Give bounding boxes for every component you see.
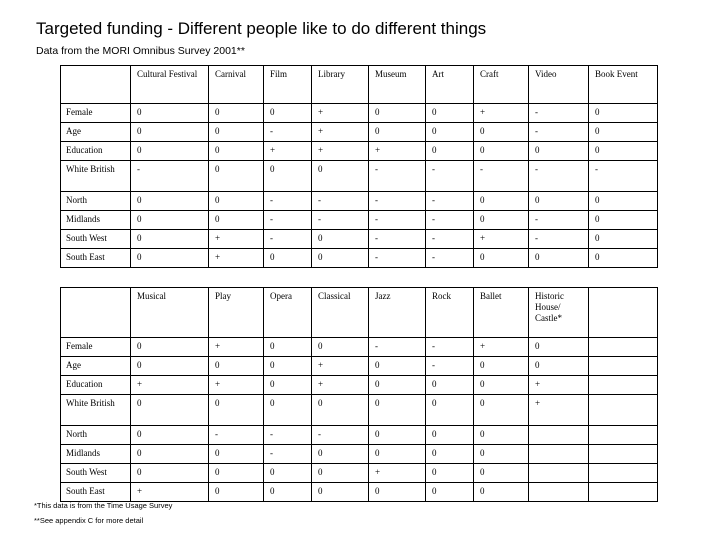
table-cell: - (264, 445, 312, 464)
table-cell: - (312, 192, 369, 211)
column-header (589, 288, 658, 338)
column-header: Video (529, 66, 589, 104)
column-header: Historic House/ Castle* (529, 288, 589, 338)
table-cell: - (264, 230, 312, 249)
table-cell: - (369, 192, 426, 211)
table-cell: - (426, 338, 474, 357)
table-row (61, 483, 658, 502)
table-cell: 0 (369, 483, 426, 502)
table-cell: 0 (131, 192, 209, 211)
table-cell: - (529, 161, 589, 192)
page-title: Targeted funding - Different people like to do different things (36, 19, 487, 38)
column-header: Play (209, 288, 264, 338)
table-row (61, 464, 658, 483)
table-cell: 0 (589, 123, 658, 142)
column-header: Ballet (474, 288, 529, 338)
column-header: Book Event (589, 66, 658, 104)
column-header: Jazz (369, 288, 426, 338)
table-cell: 0 (131, 142, 209, 161)
table-cell: - (426, 249, 474, 268)
table-cell: - (426, 161, 474, 192)
table-cell: 0 (209, 104, 264, 123)
table-cell: 0 (131, 395, 209, 426)
table-row (61, 338, 658, 357)
table-cell: 0 (209, 192, 264, 211)
table-cell: - (426, 230, 474, 249)
footnote-appendix: **See appendix C for more detail (34, 516, 144, 525)
table-cell: 0 (369, 426, 426, 445)
table-cell: + (209, 230, 264, 249)
table-cell: 0 (369, 123, 426, 142)
table-cell: + (312, 104, 369, 123)
table-cell: 0 (131, 426, 209, 445)
column-header: Carnival (209, 66, 264, 104)
table-cell: 0 (209, 123, 264, 142)
table-cell: + (209, 338, 264, 357)
table-cell: 0 (264, 104, 312, 123)
table-cell: 0 (264, 161, 312, 192)
column-header: Rock (426, 288, 474, 338)
table-cell: 0 (209, 464, 264, 483)
table-cell: 0 (369, 357, 426, 376)
table-cell (529, 445, 589, 464)
table-cell: 0 (209, 445, 264, 464)
table-cell: - (529, 123, 589, 142)
table-cell: 0 (426, 376, 474, 395)
table-cell: 0 (131, 357, 209, 376)
table-cell: 0 (264, 338, 312, 357)
table-cell: 0 (369, 376, 426, 395)
table-cell: 0 (474, 445, 529, 464)
row-label: South East (61, 483, 131, 502)
table-cell: 0 (474, 123, 529, 142)
table-cell: + (369, 464, 426, 483)
table-cell: - (264, 123, 312, 142)
column-header: Library (312, 66, 369, 104)
table-cell: 0 (589, 211, 658, 230)
table-cell: 0 (131, 230, 209, 249)
table-cell: - (264, 211, 312, 230)
table-cell: - (529, 230, 589, 249)
table-cell: - (131, 161, 209, 192)
column-header: Musical (131, 288, 209, 338)
table-cell: 0 (474, 142, 529, 161)
table-cell: - (369, 211, 426, 230)
table-cell: 0 (264, 395, 312, 426)
table-cell: 0 (474, 464, 529, 483)
table-cell: 0 (426, 464, 474, 483)
table-cell: 0 (209, 483, 264, 502)
table-cell (589, 395, 658, 426)
table-row (61, 445, 658, 464)
table-cell: 0 (209, 357, 264, 376)
table-cell: 0 (589, 192, 658, 211)
table-cell: 0 (312, 483, 369, 502)
table-row (61, 104, 658, 123)
table-cell: 0 (131, 123, 209, 142)
table-cell: 0 (209, 161, 264, 192)
table-cell: 0 (474, 426, 529, 445)
table-cell: 0 (589, 104, 658, 123)
table-cell: 0 (369, 395, 426, 426)
header-corner-cell (61, 66, 131, 104)
table-cell: + (312, 142, 369, 161)
table-row (61, 230, 658, 249)
table-cell: - (369, 161, 426, 192)
row-label: Age (61, 123, 131, 142)
table-cell: 0 (209, 142, 264, 161)
table-cell: 0 (589, 230, 658, 249)
table-cell: + (264, 142, 312, 161)
table-cell: 0 (589, 142, 658, 161)
table-cell: 0 (529, 357, 589, 376)
table-cell: + (529, 395, 589, 426)
table-cell: 0 (312, 395, 369, 426)
table-cell: 0 (264, 464, 312, 483)
table-cell: 0 (474, 395, 529, 426)
table-cell (589, 445, 658, 464)
table-cell (589, 376, 658, 395)
row-label: Female (61, 104, 131, 123)
table-cell: 0 (426, 395, 474, 426)
table-cell: + (369, 142, 426, 161)
table-cell: 0 (131, 249, 209, 268)
table-cell (589, 426, 658, 445)
row-label: North (61, 192, 131, 211)
table-cell: 0 (529, 249, 589, 268)
row-label: Education (61, 142, 131, 161)
table-cell: 0 (312, 464, 369, 483)
table-row (61, 357, 658, 376)
table-cell: - (529, 211, 589, 230)
table-cell: 0 (589, 249, 658, 268)
column-header: Opera (264, 288, 312, 338)
table-cell: - (474, 161, 529, 192)
table-cell: 0 (474, 211, 529, 230)
table-cell: 0 (474, 483, 529, 502)
table-cell: 0 (312, 249, 369, 268)
table-cell: + (131, 376, 209, 395)
table-cell: 0 (474, 192, 529, 211)
table-cell: 0 (426, 426, 474, 445)
row-label: Midlands (61, 211, 131, 230)
table-cell: + (529, 376, 589, 395)
header-corner-cell (61, 288, 131, 338)
table-cell: + (312, 376, 369, 395)
table-row (61, 426, 658, 445)
table-cell: - (369, 338, 426, 357)
table-cell: 0 (264, 483, 312, 502)
table-row (61, 376, 658, 395)
table-cell: + (131, 483, 209, 502)
table-cell: 0 (426, 104, 474, 123)
table-cell: 0 (369, 104, 426, 123)
table-cell: + (209, 249, 264, 268)
table-cell: 0 (264, 249, 312, 268)
table-cell: - (426, 211, 474, 230)
table-cell: 0 (312, 338, 369, 357)
row-label: Education (61, 376, 131, 395)
table-cell (529, 464, 589, 483)
table-cell: + (209, 376, 264, 395)
table-cell: 0 (426, 445, 474, 464)
table-row (61, 249, 658, 268)
table-cell: + (312, 357, 369, 376)
header-row (61, 66, 658, 104)
table-cell: 0 (312, 230, 369, 249)
table-cell (589, 483, 658, 502)
column-header: Classical (312, 288, 369, 338)
table-cell: - (264, 426, 312, 445)
row-label: White British (61, 161, 131, 192)
table-cell: 0 (264, 376, 312, 395)
table-cell: + (474, 104, 529, 123)
row-label: North (61, 426, 131, 445)
table-cell (589, 338, 658, 357)
row-label: White British (61, 395, 131, 426)
table-cell: 0 (369, 445, 426, 464)
page-subtitle: Data from the MORI Omnibus Survey 2001** (36, 45, 245, 57)
arts-activities-table-2 (60, 287, 658, 502)
table-cell: + (474, 230, 529, 249)
table-cell: + (474, 338, 529, 357)
table-cell: 0 (529, 338, 589, 357)
table-cell (529, 426, 589, 445)
table-cell: 0 (209, 395, 264, 426)
table-cell: 0 (312, 161, 369, 192)
row-label: South West (61, 464, 131, 483)
table-cell: 0 (131, 211, 209, 230)
table-cell: 0 (131, 445, 209, 464)
table-cell: - (369, 230, 426, 249)
row-label: Age (61, 357, 131, 376)
table-cell: - (312, 211, 369, 230)
table-cell (589, 464, 658, 483)
table-cell: - (369, 249, 426, 268)
table-cell: 0 (209, 211, 264, 230)
table-row (61, 142, 658, 161)
table-cell: - (426, 357, 474, 376)
table-cell: 0 (131, 464, 209, 483)
table-cell: 0 (426, 483, 474, 502)
table-cell: 0 (474, 376, 529, 395)
table-cell: 0 (529, 192, 589, 211)
table-cell: - (312, 426, 369, 445)
table-cell: + (312, 123, 369, 142)
table-cell: - (264, 192, 312, 211)
row-label: Female (61, 338, 131, 357)
table-cell (529, 483, 589, 502)
column-header: Art (426, 66, 474, 104)
table-cell: - (209, 426, 264, 445)
table-cell: 0 (131, 338, 209, 357)
table-cell: 0 (426, 142, 474, 161)
column-header: Craft (474, 66, 529, 104)
column-header: Film (264, 66, 312, 104)
table-cell: - (426, 192, 474, 211)
row-label: South West (61, 230, 131, 249)
footnote-time-usage: *This data is from the Time Usage Survey (34, 501, 173, 510)
table-row (61, 161, 658, 192)
table-row (61, 211, 658, 230)
table-cell: - (589, 161, 658, 192)
table-row (61, 123, 658, 142)
arts-activities-table-1 (60, 65, 658, 268)
table-cell: 0 (529, 142, 589, 161)
table-cell: 0 (312, 445, 369, 464)
column-header: Museum (369, 66, 426, 104)
header-row (61, 288, 658, 338)
table-cell: 0 (474, 249, 529, 268)
table-cell: 0 (474, 357, 529, 376)
table-cell: - (529, 104, 589, 123)
row-label: South East (61, 249, 131, 268)
table-cell: 0 (264, 357, 312, 376)
row-label: Midlands (61, 445, 131, 464)
column-header: Cultural Festival (131, 66, 209, 104)
table-cell (589, 357, 658, 376)
table-row (61, 192, 658, 211)
table-row (61, 395, 658, 426)
table-cell: 0 (131, 104, 209, 123)
table-cell: 0 (426, 123, 474, 142)
